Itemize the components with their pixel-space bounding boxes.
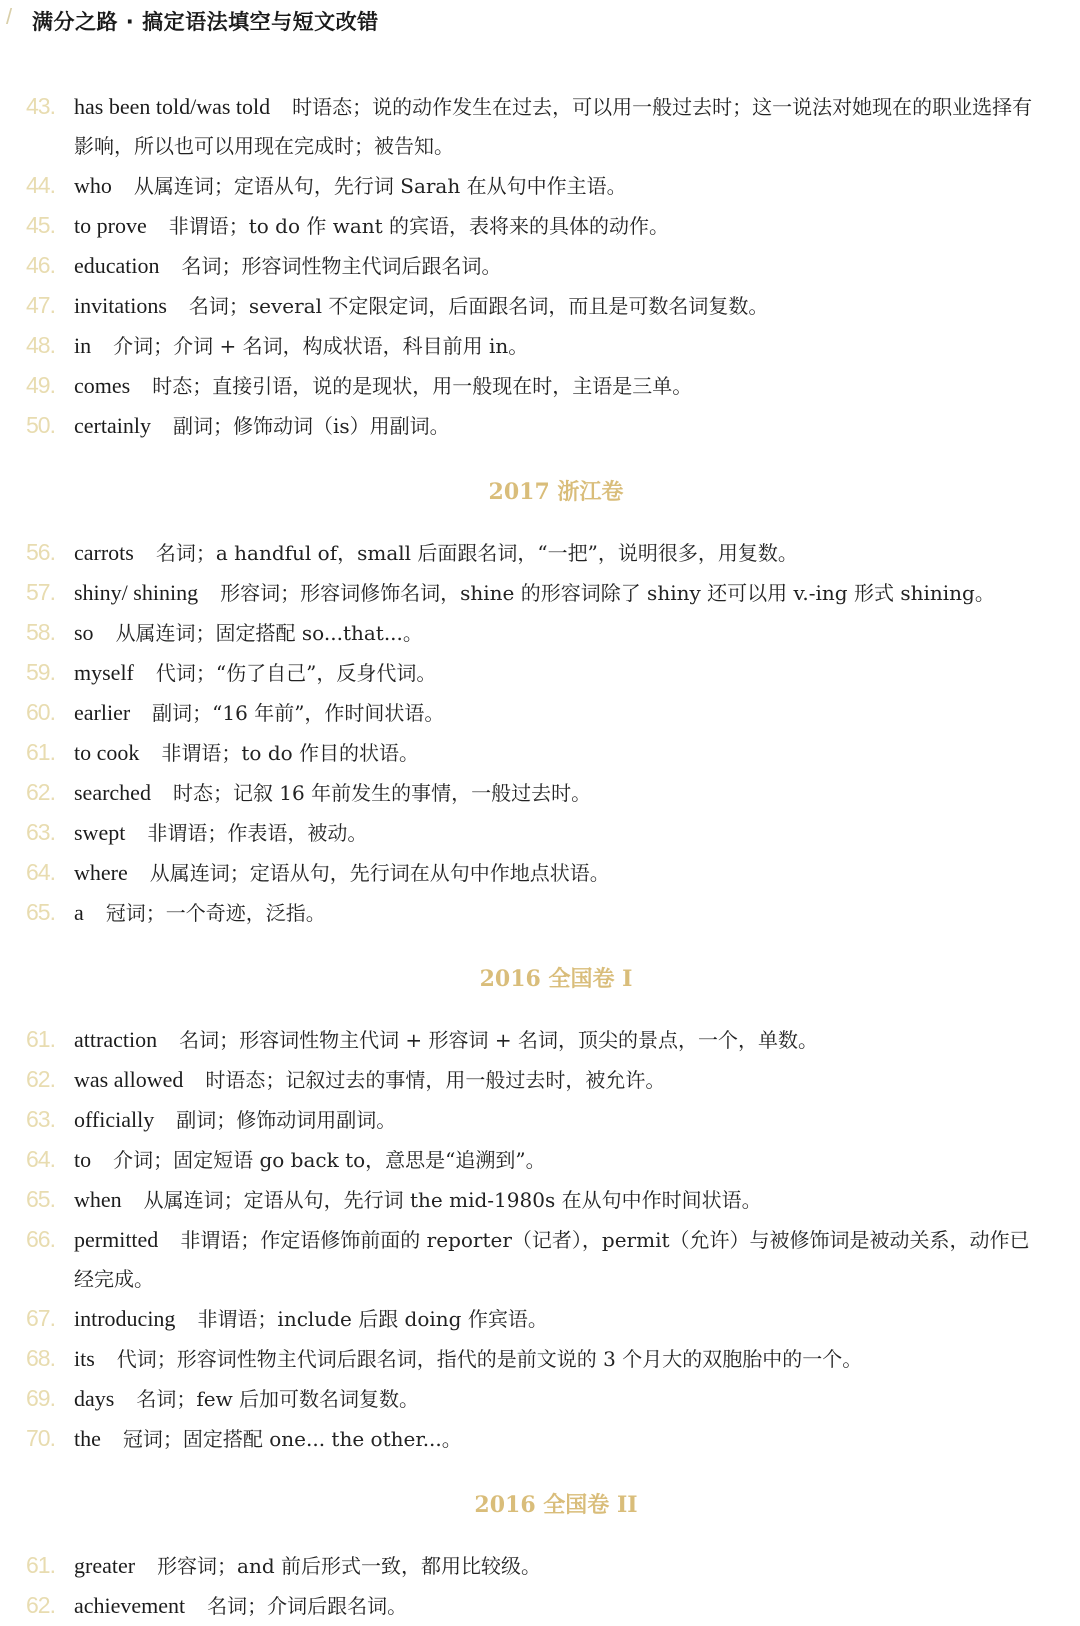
section-heading: 2016 全国卷 I <box>479 966 633 992</box>
answer-text: was allowed <box>74 1067 184 1092</box>
answer-text: where <box>74 860 128 885</box>
answer-text: the <box>74 1426 101 1451</box>
answer-item <box>26 1586 1046 1626</box>
answer-item <box>26 1100 1046 1140</box>
item-number: 62. <box>26 1592 55 1618</box>
explanation-text: 时态；直接引语，说的是现状，用一般现在时，主语是三单。 <box>152 374 693 398</box>
item-number: 61. <box>26 739 55 765</box>
item-number: 64. <box>26 859 55 885</box>
page-header <box>0 0 1080 44</box>
answer-text: when <box>74 1187 122 1212</box>
answer-item <box>26 366 1046 406</box>
answer-text: to cook <box>74 740 140 765</box>
item-number: 64. <box>26 1146 55 1172</box>
item-number: 60. <box>26 699 55 725</box>
answer-text: days <box>74 1386 115 1411</box>
answer-text: officially <box>74 1107 155 1132</box>
explanation-text: 从属连词；定语从句，先行词 Sarah 在从句中作主语。 <box>133 174 627 198</box>
explanation-text: 时语态；说的动作发生在过去，可以用一般过去时；这一说法对她现在的职业选择有影响，所以也可以用现在完成时；被告知。 <box>74 95 1033 158</box>
explanation-text: 形容词；形容词修饰名词，shine 的形容词除了 shiny 还可以用 v.-ing 形式 shining。 <box>220 581 995 605</box>
answer-item <box>26 613 1046 653</box>
answer-text: searched <box>74 780 151 805</box>
answer-text: comes <box>74 373 131 398</box>
answer-text: who <box>74 173 112 198</box>
answer-item <box>26 1060 1046 1100</box>
answer-text: certainly <box>74 413 151 438</box>
explanation-text: 从属连词；固定搭配 so...that...。 <box>115 621 423 645</box>
explanation-text: 非谓语；作定语修饰前面的 reporter（记者），permit（允许）与被修饰词是被动关系，动作已经完成。 <box>74 1228 1030 1291</box>
explanation-text: 名词；形容词性物主代词 + 形容词 + 名词，顶尖的景点，一个，单数。 <box>179 1028 819 1052</box>
explanation-text: 冠词；固定搭配 one... the other...。 <box>122 1427 462 1451</box>
item-number: 44. <box>26 172 55 198</box>
explanation-text: 非谓语；to do 作 want 的宾语，表将来的具体的动作。 <box>168 214 670 238</box>
explanation-text: 从属连词；定语从句，先行词 the mid-1980s 在从句中作时间状语。 <box>143 1188 762 1212</box>
answer-item <box>26 693 1046 733</box>
explanation-text: 代词；形容词性物主代词后跟名词，指代的是前文说的 3 个月大的双胞胎中的一个。 <box>116 1347 863 1371</box>
item-number: 62. <box>26 779 55 805</box>
answer-item <box>26 246 1046 286</box>
explanation-text: 非谓语；作表语，被动。 <box>147 821 368 845</box>
answer-item <box>26 773 1046 813</box>
item-number: 49. <box>26 372 55 398</box>
answer-item <box>26 326 1046 366</box>
item-number: 59. <box>26 659 55 685</box>
explanation-text: 时语态；记叙过去的事情，用一般过去时，被允许。 <box>205 1068 666 1092</box>
explanation-text: 非谓语；include 后跟 doing 作宾语。 <box>197 1307 548 1331</box>
explanation-text: 副词；修饰动词用副词。 <box>176 1108 397 1132</box>
answer-item <box>26 853 1046 893</box>
answer-item <box>26 1339 1046 1379</box>
answer-item <box>26 87 1046 166</box>
explanation-text: 名词；介词后跟名词。 <box>207 1594 408 1618</box>
item-number: 65. <box>26 1186 55 1212</box>
answer-item <box>26 813 1046 853</box>
answer-text: greater <box>74 1553 136 1578</box>
answer-text: shiny/ shining <box>74 580 199 605</box>
explanation-text: 时态；记叙 16 年前发生的事情，一般过去时。 <box>172 781 592 805</box>
answer-text: has been told/was told <box>74 94 271 119</box>
explanation-text: 名词；形容词性物主代词后跟名词。 <box>181 254 502 278</box>
answer-item <box>26 1546 1046 1586</box>
answer-text: permitted <box>74 1227 159 1252</box>
item-number: 43. <box>26 93 55 119</box>
answer-item <box>26 733 1046 773</box>
answer-item <box>26 166 1046 206</box>
section-heading: 2016 全国卷 II <box>474 1492 638 1518</box>
explanation-text: 副词；“16 年前”，作时间状语。 <box>152 701 445 725</box>
item-number: 61. <box>26 1026 55 1052</box>
item-number: 68. <box>26 1345 55 1371</box>
answer-text: in <box>74 333 92 358</box>
answer-text: attraction <box>74 1027 158 1052</box>
explanation-text: 从属连词；定语从句，先行词在从句中作地点状语。 <box>149 861 610 885</box>
item-number: 63. <box>26 819 55 845</box>
explanation-text: 代词；“伤了自己”，反身代词。 <box>155 661 437 685</box>
answer-text: to <box>74 1147 92 1172</box>
explanation-text: 名词；several 不定限定词，后面跟名词，而且是可数名词复数。 <box>188 294 769 318</box>
answer-item <box>26 1419 1046 1459</box>
answer-list <box>26 87 1046 1626</box>
answer-text: to prove <box>74 213 147 238</box>
item-number: 61. <box>26 1552 55 1578</box>
answer-text: so <box>74 620 94 645</box>
answer-item <box>26 533 1046 573</box>
item-number: 48. <box>26 332 55 358</box>
answer-text: introducing <box>74 1306 176 1331</box>
item-number: 67. <box>26 1305 55 1331</box>
answer-item <box>26 1140 1046 1180</box>
explanation-text: 冠词；一个奇迹，泛指。 <box>105 901 326 925</box>
item-number: 45. <box>26 212 55 238</box>
answer-item <box>26 653 1046 693</box>
item-number: 66. <box>26 1226 55 1252</box>
item-number: 69. <box>26 1385 55 1411</box>
answer-text: a <box>74 900 84 925</box>
explanation-text: 形容词；and 前后形式一致，都用比较级。 <box>157 1554 542 1578</box>
item-number: 57. <box>26 579 55 605</box>
answer-text: education <box>74 253 160 278</box>
item-number: 63. <box>26 1106 55 1132</box>
answer-item <box>26 1220 1046 1299</box>
page-title: 满分之路 · 搞定语法填空与短文改错 <box>32 10 379 34</box>
answer-item <box>26 406 1046 446</box>
item-number: 50. <box>26 412 55 438</box>
answer-item <box>26 286 1046 326</box>
item-number: 46. <box>26 252 55 278</box>
answer-text: swept <box>74 820 126 845</box>
item-number: 65. <box>26 899 55 925</box>
item-number: 70. <box>26 1425 55 1451</box>
explanation-text: 介词；固定短语 go back to，意思是“追溯到”。 <box>113 1148 546 1172</box>
explanation-text: 副词；修饰动词（is）用副词。 <box>172 414 450 438</box>
answer-item <box>26 893 1046 933</box>
item-number: 58. <box>26 619 55 645</box>
explanation-text: 名词；a handful of，small 后面跟名词，“一把”，说明很多，用复数。 <box>155 541 798 565</box>
answer-item <box>26 1020 1046 1060</box>
item-number: 62. <box>26 1066 55 1092</box>
answer-text: carrots <box>74 540 134 565</box>
answer-item <box>26 1180 1046 1220</box>
answer-item <box>26 1299 1046 1339</box>
header-slash-mark: / <box>6 4 13 29</box>
answer-item <box>26 573 1046 613</box>
explanation-text: 非谓语；to do 作目的状语。 <box>161 741 420 765</box>
answer-item <box>26 1379 1046 1419</box>
answer-text: its <box>74 1346 95 1371</box>
item-number: 47. <box>26 292 55 318</box>
section-heading: 2017 浙江卷 <box>488 479 624 505</box>
answer-item <box>26 206 1046 246</box>
item-number: 56. <box>26 539 55 565</box>
answer-text: earlier <box>74 700 131 725</box>
explanation-text: 介词；介词 + 名词，构成状语，科目前用 in。 <box>113 334 529 358</box>
explanation-text: 名词；few 后加可数名词复数。 <box>136 1387 420 1411</box>
answer-text: invitations <box>74 293 167 318</box>
answer-text: myself <box>74 660 134 685</box>
answer-text: achievement <box>74 1593 186 1618</box>
